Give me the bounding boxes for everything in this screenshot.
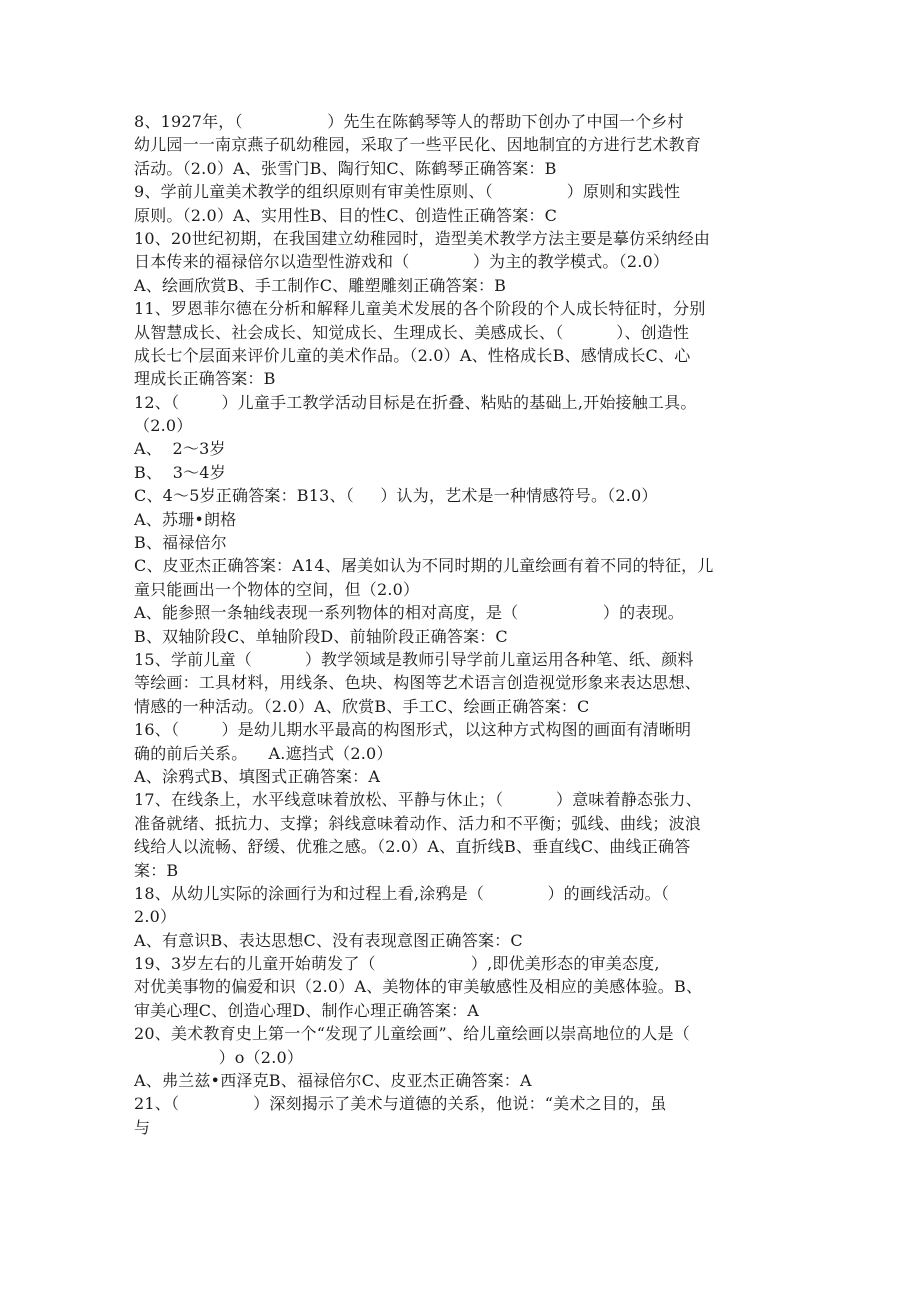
text-line: 从智慧成长、社会成长、知觉成长、生理成长、美感成长、（ ）、创造性 bbox=[134, 322, 690, 342]
text-line: A、绘画欣赏B、手工制作C、雕塑雕刻正确答案：B bbox=[134, 275, 507, 295]
text-line: 11、罗恩菲尔德在分析和解释儿童美术发展的各个阶段的个人成长特征时，分别 bbox=[134, 299, 706, 319]
text-line: ）o（2.0） bbox=[134, 1047, 304, 1067]
text-line: A、能参照一条轴线表现一系列物体的相对高度，是（ ）的表现。 bbox=[134, 603, 684, 623]
text-line: 准备就绪、抵抗力、支撑；斜线意味着动作、活力和不平衡；弧线、曲线；波浪 bbox=[134, 813, 702, 833]
text-line: 童只能画出一个物体的空间，但（2.0） bbox=[134, 579, 420, 599]
text-line: A、 2～3岁 bbox=[134, 439, 226, 459]
text-line: （2.0） bbox=[134, 416, 193, 436]
text-line: 确的前后关系。 A.遮挡式（2.0） bbox=[134, 743, 393, 763]
text-line: 成长七个层面来评价儿童的美术作品。（2.0）A、性格成长B、感情成长C、心 bbox=[134, 345, 691, 365]
text-line: 线给人以流畅、舒缓、优雅之感。（2.0）A、直折线B、垂直线C、曲线正确答 bbox=[134, 837, 691, 857]
text-line: 2.0） bbox=[134, 907, 177, 927]
text-line: 情感的一种活动。（2.0）A、欣赏B、手工C、绘画正确答案：C bbox=[134, 696, 590, 716]
text-line: 案：B bbox=[134, 860, 179, 880]
text-line: 对优美事物的偏爱和识（2.0）A、美物体的审美敏感性及相应的美感体验。B、 bbox=[134, 977, 703, 997]
text-line: B、双轴阶段C、单轴阶段D、前轴阶段正确答案：C bbox=[134, 626, 508, 646]
text-line: C、4～5岁正确答案：B13、（ ）认为，艺术是一种情感符号。（2.0） bbox=[134, 486, 658, 506]
text-line: A、涂鸦式B、填图式正确答案：A bbox=[134, 766, 381, 786]
text-line: A、苏珊•朗格 bbox=[134, 509, 237, 529]
text-line: 与 bbox=[134, 1117, 151, 1137]
text-line: 审美心理C、创造心理D、制作心理正确答案：A bbox=[134, 1000, 480, 1020]
text-line: 等绘画：工具材料，用线条、色块、构图等艺术语言创造视觉形象来表达思想、 bbox=[134, 673, 702, 693]
document-body bbox=[134, 110, 794, 1139]
text-line: 16、（ ）是幼儿期水平最高的构图形式，以这种方式构图的画面有清晰明 bbox=[134, 720, 692, 740]
text-line: 幼儿园一一南京燕子矶幼稚园，采取了一些平民化、因地制宜的方进行艺术教育 bbox=[134, 135, 702, 155]
text-line: 8、1927年，（ ）先生在陈鹤琴等人的帮助下创办了中国一个乡村 bbox=[134, 112, 684, 131]
text-line: A、弗兰兹•西泽克B、福禄倍尔C、皮亚杰正确答案：A bbox=[134, 1071, 532, 1091]
text-line: 19、3岁左右的儿童开始萌发了（ ）,即优美形态的审美态度, bbox=[134, 954, 660, 974]
text-line: B、福禄倍尔 bbox=[134, 533, 227, 553]
text-line: 10、20世纪初期，在我国建立幼稚园时，造型美术教学方法主要是摹仿采纳经由 bbox=[134, 228, 711, 248]
text-line: 原则。（2.0）A、实用性B、目的性C、创造性正确答案：C bbox=[134, 205, 558, 225]
text-line: B、 3～4岁 bbox=[134, 462, 226, 482]
text-line: 活动。（2.0）A、张雪门B、陶行知C、陈鹤琴正确答案：B bbox=[134, 158, 557, 178]
text-line: 12、（ ）儿童手工教学活动目标是在折叠、粘贴的基础上,开始接触工具。 bbox=[134, 392, 697, 412]
text-line: C、皮亚杰正确答案：A14、屠美如认为不同时期的儿童绘画有着不同的特征，儿 bbox=[134, 556, 714, 576]
text-line: 18、从幼儿实际的涂画行为和过程上看,涂鸦是（ ）的画线活动。（ bbox=[134, 883, 670, 903]
text-line: 9、学前儿童美术教学的组织原则有审美性原则、（ ）原则和实践性 bbox=[134, 182, 681, 202]
text-line: 17、在线条上，水平线意味着放松、平静与休止；（ ）意味着静态张力、 bbox=[134, 790, 702, 810]
text-line: 理成长正确答案：B bbox=[134, 369, 276, 389]
text-line: 21、（ ）深刻揭示了美术与道德的关系，他说：“美术之目的，虽 bbox=[134, 1094, 667, 1114]
text-line: 日本传来的福禄倍尔以造型性游戏和（ ）为主的教学模式。（2.0） bbox=[134, 252, 670, 272]
text-line: 20、美术教育史上第一个“发现了儿童绘画”、给儿童绘画以崇高地位的人是（ bbox=[134, 1024, 690, 1044]
text-line: A、有意识B、表达思想C、没有表现意图正确答案：C bbox=[134, 930, 523, 950]
text-line: 15、学前儿童（ ）教学领域是教师引导学前儿童运用各种笔、纸、颜料 bbox=[134, 649, 694, 669]
